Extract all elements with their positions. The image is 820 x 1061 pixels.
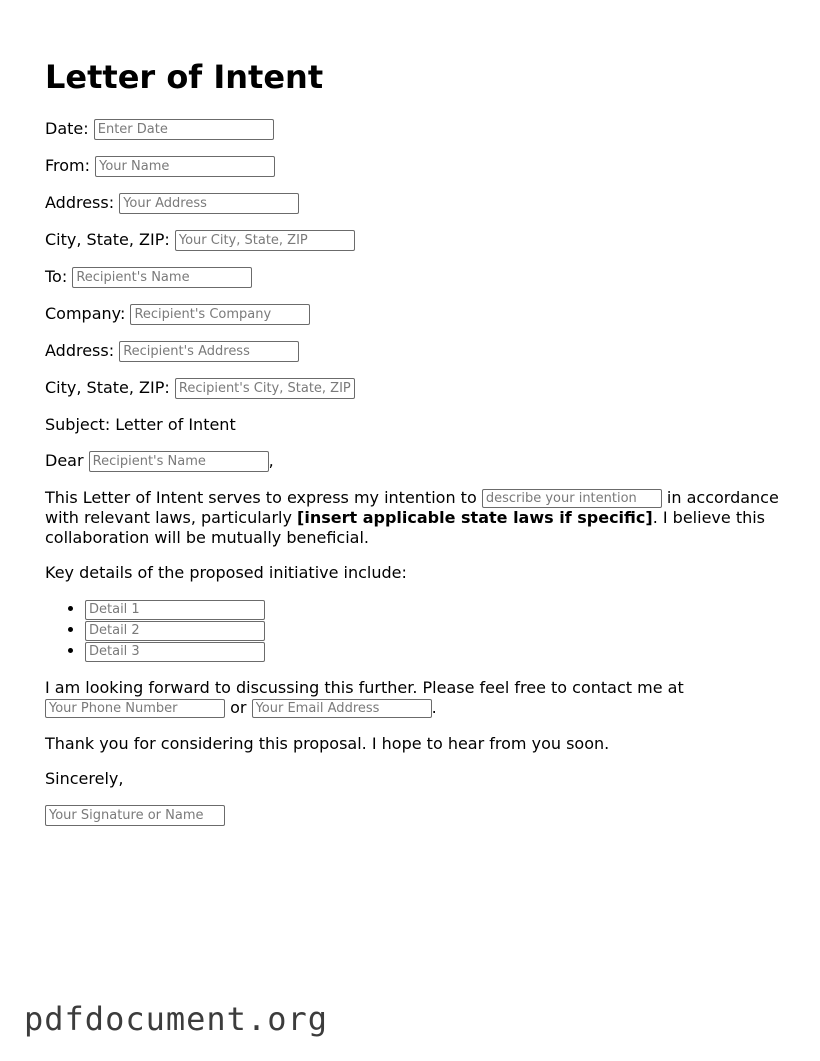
sender-address-input[interactable] <box>119 193 299 214</box>
sender-city-input[interactable] <box>175 230 355 251</box>
sender-city-row <box>45 228 355 252</box>
contact-paragraph <box>45 678 780 718</box>
sender-city-label: City, State, ZIP: <box>45 230 170 249</box>
email-input[interactable] <box>252 699 432 718</box>
sender-address-row <box>45 191 299 215</box>
date-row <box>45 117 274 141</box>
detail-3-input[interactable] <box>85 642 265 662</box>
subject-line: Subject: Letter of Intent <box>45 415 236 434</box>
list-item <box>85 598 265 619</box>
recipient-address-input[interactable] <box>119 341 299 362</box>
intro-text-1: This Letter of Intent serves to express my intention to <box>45 488 477 507</box>
sender-address-label: Address: <box>45 193 115 212</box>
to-row <box>45 265 252 289</box>
contact-period: . <box>431 698 437 717</box>
contact-or: or <box>230 698 247 717</box>
thanks-line: Thank you for considering this proposal. I hope to hear from you soon. <box>45 734 610 753</box>
intro-text-2: in accordance with relevant laws, particularly <box>45 488 779 527</box>
intention-input[interactable] <box>482 489 662 508</box>
from-row <box>45 154 275 178</box>
intro-paragraph <box>45 488 780 548</box>
details-heading: Key details of the proposed initiative include: <box>45 563 407 582</box>
greeting-row <box>45 449 274 473</box>
details-list <box>45 598 265 661</box>
recipient-name-input[interactable] <box>72 267 252 288</box>
recipient-address-row <box>45 339 299 363</box>
greeting-prefix: Dear <box>45 451 84 470</box>
phone-input[interactable] <box>45 699 225 718</box>
signature-input[interactable] <box>45 805 225 826</box>
detail-2-input[interactable] <box>85 621 265 641</box>
date-input[interactable] <box>94 119 274 140</box>
recipient-city-input[interactable] <box>175 378 355 399</box>
recipient-company-input[interactable] <box>130 304 310 325</box>
detail-1-input[interactable] <box>85 600 265 620</box>
greeting-name-input[interactable] <box>89 451 269 472</box>
from-label: From: <box>45 156 91 175</box>
contact-text: I am looking forward to discussing this further. Please feel free to contact me at <box>45 678 684 697</box>
greeting-comma: , <box>268 451 274 470</box>
page-title: Letter of Intent <box>45 58 324 96</box>
recipient-city-label: City, State, ZIP: <box>45 378 170 397</box>
sender-name-input[interactable] <box>95 156 275 177</box>
recipient-city-row <box>45 376 355 400</box>
company-label: Company: <box>45 304 126 323</box>
list-item <box>85 640 265 661</box>
company-row <box>45 302 310 326</box>
recipient-address-label: Address: <box>45 341 115 360</box>
laws-placeholder-text: [insert applicable state laws if specific] <box>297 508 653 527</box>
closing-line: Sincerely, <box>45 769 124 788</box>
signature-row <box>45 803 225 827</box>
to-label: To: <box>45 267 68 286</box>
watermark-text: pdfdocument.org <box>24 1000 328 1038</box>
intro-text-3: . I believe this collaboration will be mutually beneficial. <box>45 508 766 547</box>
date-label: Date: <box>45 119 89 138</box>
list-item <box>85 619 265 640</box>
